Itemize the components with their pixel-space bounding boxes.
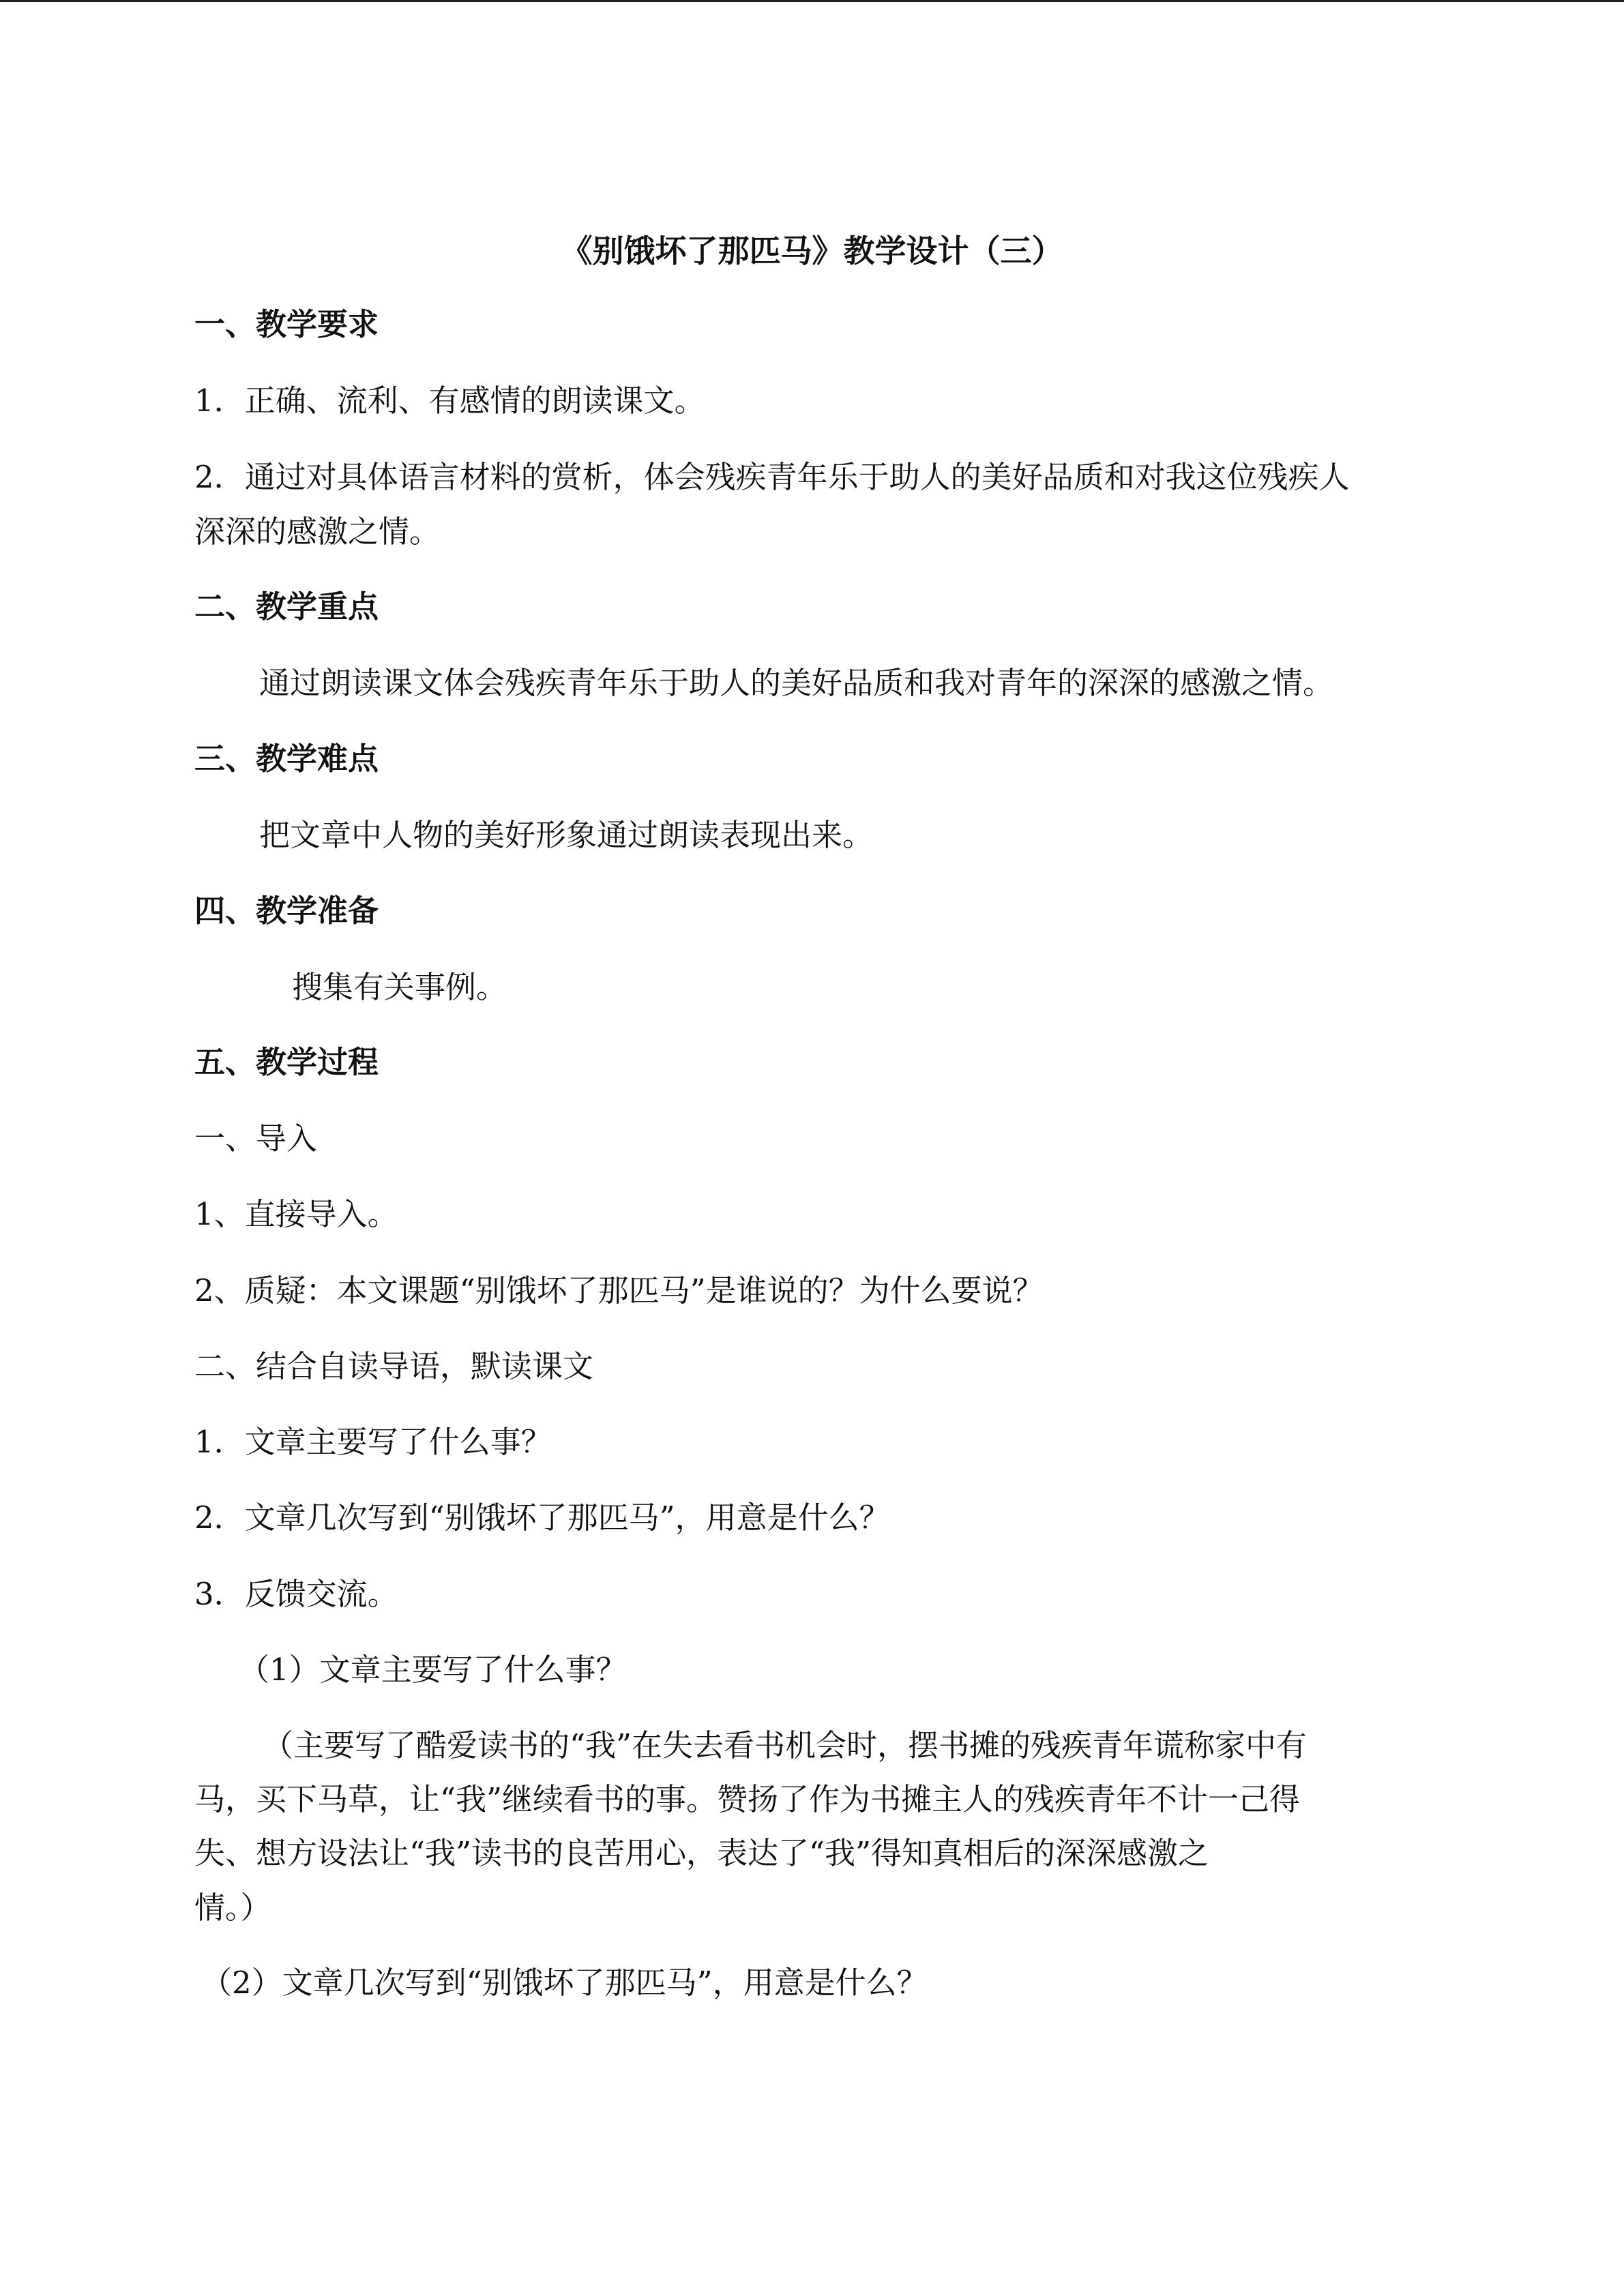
section-heading-requirements: 一、教学要求 [194,306,379,342]
process-step-2-item-2: 2．文章几次写到“别饿坏了那匹马”，用意是什么？ [194,1500,890,1536]
process-step-2-item-1: 1．文章主要写了什么事？ [194,1424,552,1460]
preparation-body: 搜集有关事例。 [292,969,507,1005]
process-step-1-item-2: 2、质疑：本文课题“别饿坏了那匹马”是谁说的？为什么要说？ [194,1272,1044,1309]
answer-1-line-2: 马，买下马草，让“我”继续看书的事。赞扬了作为书摊主人的残疾青年不计一己得 [194,1781,1301,1817]
requirement-item-1: 1．正确、流利、有感情的朗读课文。 [194,383,705,419]
section-heading-preparation: 四、教学准备 [194,893,379,929]
answer-1-line-3: 失、想方设法让“我”读书的良苦用心，表达了“我”得知真相后的深深感激之 [194,1835,1209,1871]
requirement-item-2-line-2: 深深的感激之情。 [194,513,441,550]
document-title: 《别饿坏了那匹马》教学设计（三） [561,233,1063,269]
process-step-2: 二、结合自读导语，默读课文 [194,1348,594,1384]
requirement-item-2-line-1: 2．通过对具体语言材料的赏析，体会残疾青年乐于助人的美好品质和对我这位残疾人 [194,459,1350,495]
question-1: （1）文章主要写了什么事？ [239,1652,627,1688]
key-points-body: 通过朗读课文体会残疾青年乐于助人的美好品质和我对青年的深深的感激之情。 [259,665,1334,701]
answer-1-line-1: （主要写了酷爱读书的“我”在失去看书机会时，摆书摊的残疾青年谎称家中有 [263,1727,1308,1763]
question-2: （2）文章几次写到“别饿坏了那匹马”，用意是什么？ [201,1965,928,2001]
section-heading-difficulties: 三、教学难点 [194,741,379,777]
process-step-1-item-1: 1、直接导入。 [194,1196,398,1232]
section-heading-process: 五、教学过程 [194,1044,379,1080]
process-step-2-item-3: 3．反馈交流。 [194,1576,398,1612]
section-heading-key-points: 二、教学重点 [194,588,379,625]
difficulties-body: 把文章中人物的美好形象通过朗读表现出来。 [259,817,874,853]
answer-1-line-4: 情。） [194,1890,271,1926]
process-step-1: 一、导入 [194,1120,318,1157]
